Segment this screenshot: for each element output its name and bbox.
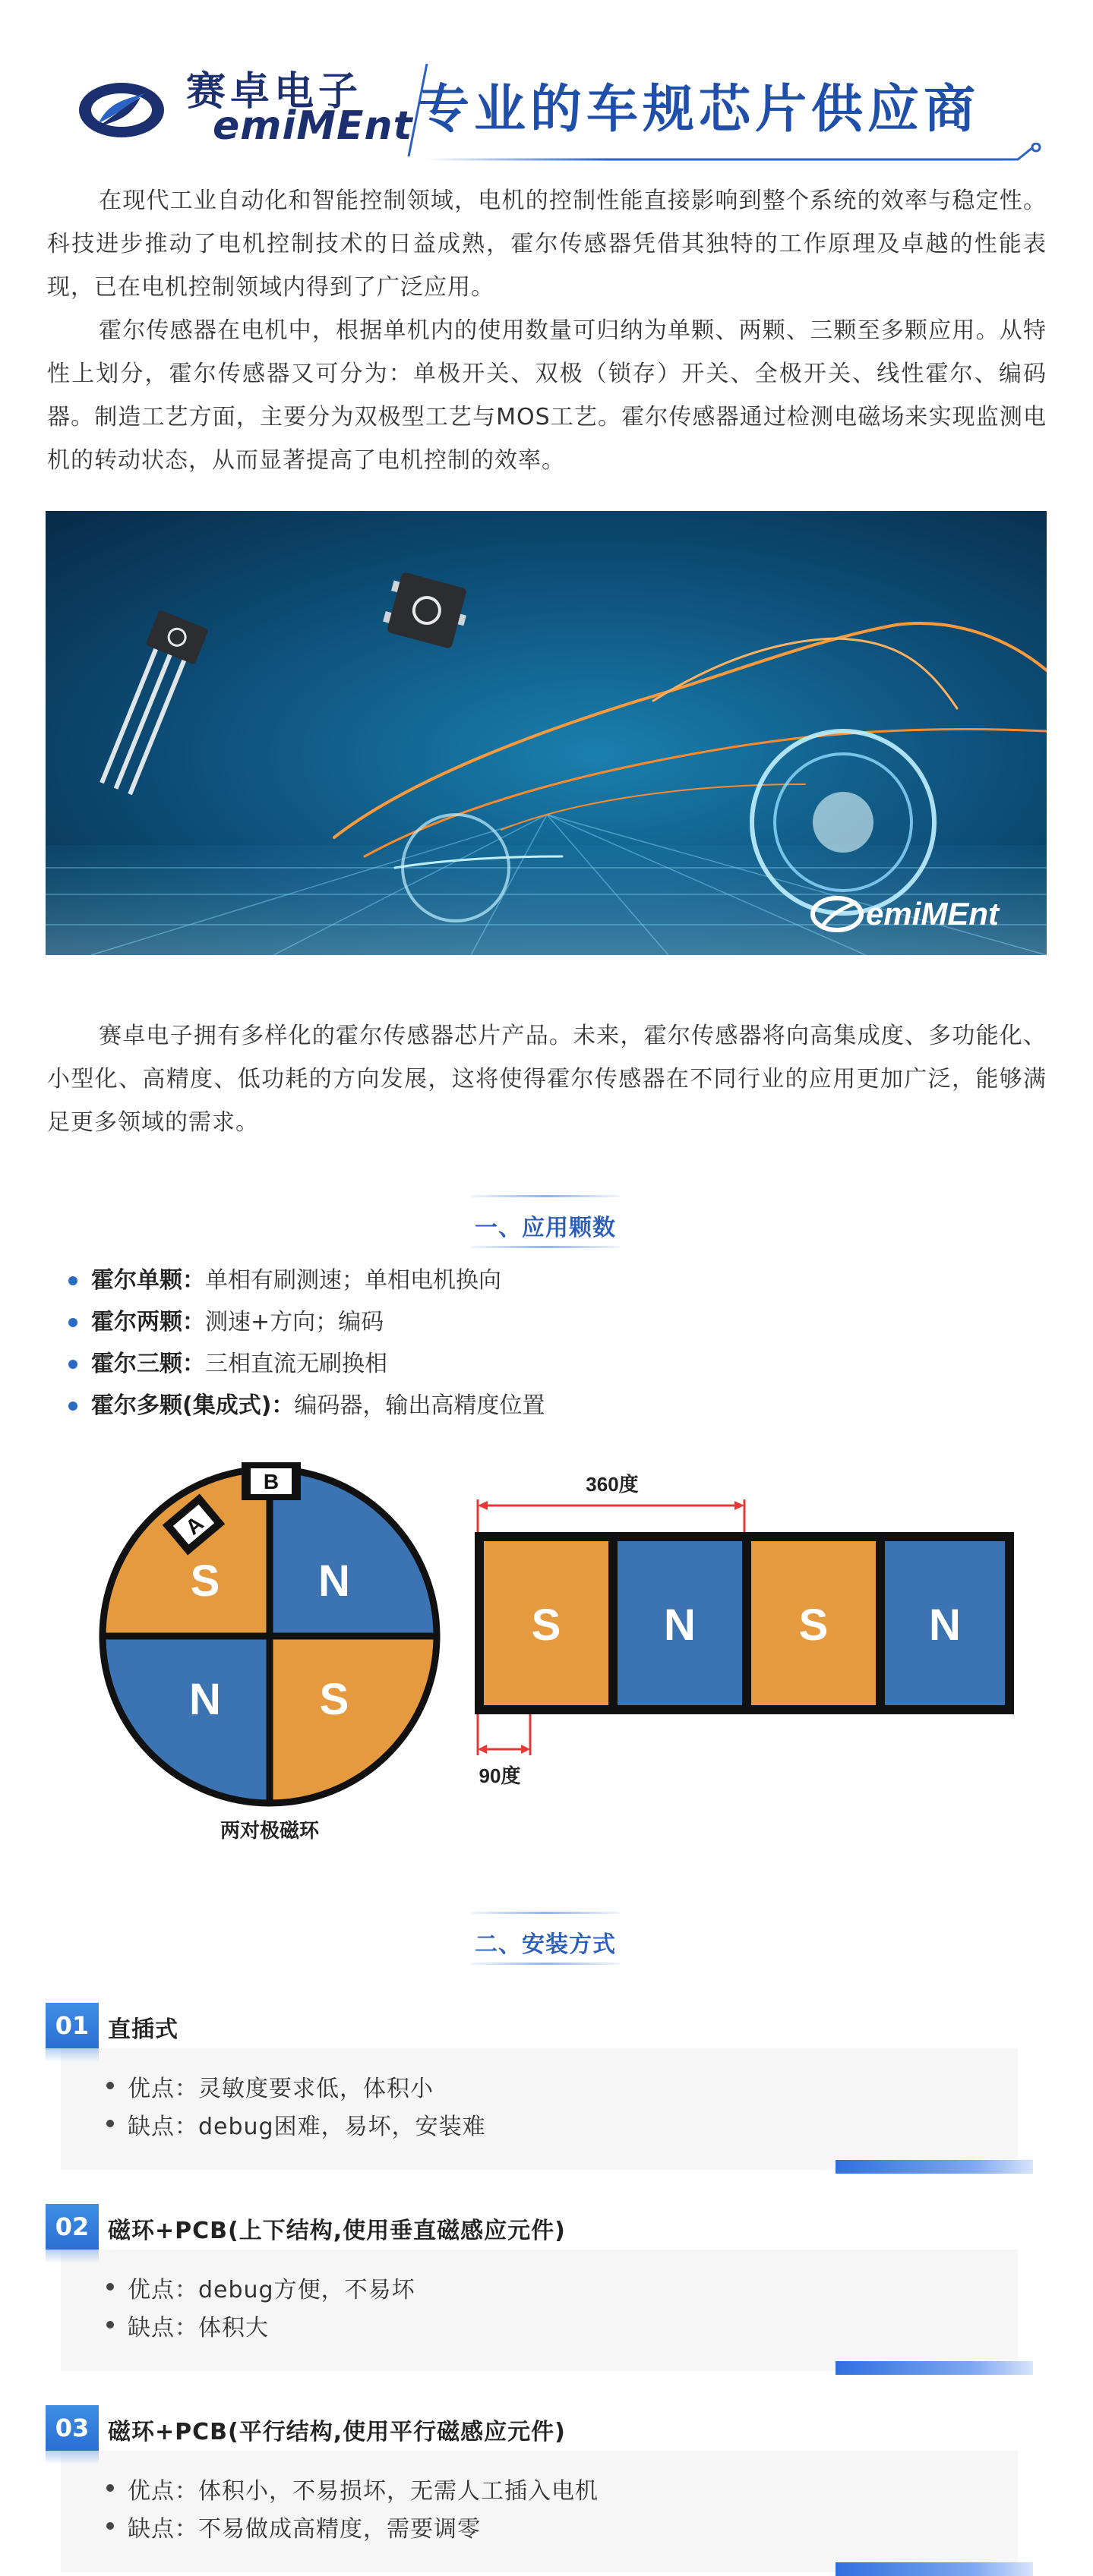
card-number-shadow bbox=[46, 2048, 99, 2062]
ring-caption: 两对极磁环 bbox=[220, 1819, 320, 1842]
ring-pole-label: S bbox=[319, 1675, 349, 1724]
section-heading-text: 一、应用颗数 bbox=[475, 1215, 616, 1241]
dimension-360-label: 360度 bbox=[586, 1473, 639, 1496]
section-heading-application-count bbox=[471, 1195, 620, 1248]
section-heading-installation bbox=[471, 1912, 620, 1965]
heading-bar-top bbox=[471, 1195, 620, 1197]
outlook-paragraph: 赛卓电子拥有多样化的霍尔传感器芯片产品。未来，霍尔传感器将向高集成度、多功能化、小型化、高精度、低功耗的方向发展，这将使得霍尔传感器在不同行业的应用更加广泛，能够满足更多领域的需求。 bbox=[47, 1023, 1047, 1136]
dimension-90 bbox=[478, 1714, 530, 1755]
list-item-title: 霍尔多颗(集成式)： bbox=[91, 1392, 295, 1419]
linear-magnet-strip bbox=[475, 1532, 1014, 1714]
hall-sensor-b bbox=[242, 1462, 301, 1500]
installation-card-1 bbox=[46, 2003, 1033, 2174]
dimension-360 bbox=[478, 1499, 744, 1532]
intro-paragraph-2: 霍尔传感器在电机中，根据单机内的使用数量可归纳为单颗、两颗、三颗至多颗应用。从特性上划分，霍尔传感器又可分为：单极开关、双极（锁存）开关、全极开关、线性霍尔、编码器。制造工艺方面，主要分为双极型工艺与MOS工艺。霍尔传感器通过检测电磁场来实现监测电机的转动状态，从而显著提高了电机控制的效率。 bbox=[47, 317, 1047, 474]
list-item-text: 编码器，输出高精度位置 bbox=[294, 1392, 545, 1419]
ring-pole-label: S bbox=[190, 1556, 220, 1606]
card-pro-text: 优点：灵敏度要求低，体积小 bbox=[128, 2076, 434, 2102]
list-item-title: 霍尔三颗： bbox=[91, 1351, 205, 1377]
installation-card-3 bbox=[46, 2405, 1033, 2576]
list-item bbox=[68, 1306, 980, 1348]
sensor-a-label: A bbox=[181, 1511, 208, 1540]
strip-pole-label: S bbox=[798, 1600, 829, 1650]
card-number-shadow bbox=[46, 2451, 99, 2464]
card-number-badge: 02 bbox=[46, 2204, 99, 2250]
bullet-dot-icon bbox=[68, 1402, 77, 1411]
hall-sensor-car-illustration-icon bbox=[46, 511, 1047, 955]
card-number-badge: 03 bbox=[46, 2405, 99, 2451]
card-pro-text: 优点：体积小，不易损坏，无需人工插入电机 bbox=[128, 2478, 599, 2505]
list-item bbox=[68, 1389, 980, 1431]
ring-pole-label: N bbox=[189, 1675, 221, 1724]
title-underline-icon bbox=[425, 143, 1048, 166]
card-number-shadow bbox=[46, 2250, 99, 2263]
bullet-dot-icon bbox=[106, 2283, 114, 2291]
brand-name-en: emiMEnt bbox=[213, 103, 413, 149]
list-item-text: 单相有刷测速；单相电机换向 bbox=[205, 1267, 501, 1294]
intro-paragraph-1: 在现代工业自动化和智能控制领域，电机的控制性能直接影响到整个系统的效率与稳定性。科技进步推动了电机控制技术的日益成熟，霍尔传感器凭借其独特的工作原理及卓越的性能表现，已在电机控制领域内得到了广泛应用。 bbox=[47, 188, 1047, 301]
list-item-title: 霍尔单颗： bbox=[91, 1267, 205, 1294]
two-pole-pair-ring bbox=[103, 1469, 437, 1803]
bullet-dot-icon bbox=[68, 1318, 77, 1327]
card-number-badge: 01 bbox=[46, 2003, 99, 2048]
list-item-text: 三相直流无刷换相 bbox=[205, 1351, 387, 1377]
page-title: 专业的车规芯片供应商 bbox=[418, 80, 981, 140]
bullet-dot-icon bbox=[106, 2522, 114, 2530]
list-item bbox=[68, 1348, 980, 1389]
page-header bbox=[46, 53, 1048, 159]
list-item-title: 霍尔两颗： bbox=[91, 1309, 205, 1335]
card-title: 磁环+PCB(上下结构,使用垂直磁感应元件) bbox=[108, 2218, 566, 2244]
card-accent-bar bbox=[836, 2160, 1033, 2174]
semiment-logo-icon bbox=[76, 76, 167, 144]
ring-pole-label: N bbox=[318, 1556, 350, 1606]
heading-bar-bottom bbox=[471, 1246, 620, 1248]
heading-bar-bottom bbox=[471, 1963, 620, 1965]
bullet-dot-icon bbox=[106, 2120, 114, 2127]
card-pro bbox=[106, 2271, 415, 2304]
card-con-text: 缺点：不易做成高精度，需要调零 bbox=[128, 2516, 481, 2543]
strip-pole-label: N bbox=[664, 1600, 696, 1650]
dimension-90-label: 90度 bbox=[479, 1764, 521, 1787]
bullet-dot-icon bbox=[106, 2082, 114, 2089]
application-count-list bbox=[68, 1264, 980, 1431]
hero-watermark: emiMEnt bbox=[866, 896, 1000, 932]
bullet-dot-icon bbox=[106, 2484, 114, 2492]
card-con-text: 缺点：体积大 bbox=[128, 2315, 269, 2341]
brand-name-cn: 赛卓电子 bbox=[186, 69, 363, 115]
card-pro-text: 优点：debug方便，不易坏 bbox=[128, 2277, 415, 2303]
card-title: 直插式 bbox=[108, 2016, 178, 2043]
heading-bar-top bbox=[471, 1912, 620, 1914]
bullet-dot-icon bbox=[106, 2321, 114, 2328]
card-con-text: 缺点：debug困难，易坏，安装难 bbox=[128, 2114, 486, 2140]
list-item bbox=[68, 1264, 980, 1306]
strip-pole-label: N bbox=[929, 1600, 961, 1650]
card-con bbox=[106, 2108, 486, 2141]
bullet-dot-icon bbox=[68, 1276, 77, 1285]
card-accent-bar bbox=[836, 2361, 1033, 2375]
card-title: 磁环+PCB(平行结构,使用平行磁感应元件) bbox=[108, 2419, 566, 2445]
magnet-ring-diagram bbox=[91, 1458, 1018, 1852]
card-accent-bar bbox=[836, 2562, 1033, 2576]
installation-card-2 bbox=[46, 2204, 1033, 2375]
card-pro bbox=[106, 2472, 599, 2505]
list-item-text: 测速+方向；编码 bbox=[205, 1309, 384, 1335]
card-con bbox=[106, 2309, 269, 2342]
card-con bbox=[106, 2510, 481, 2543]
section-heading-text: 二、安装方式 bbox=[475, 1931, 616, 1958]
strip-pole-label: S bbox=[531, 1600, 561, 1650]
sensor-b-label: B bbox=[263, 1470, 280, 1493]
card-pro bbox=[106, 2070, 434, 2103]
bullet-dot-icon bbox=[68, 1360, 77, 1369]
hero-image bbox=[46, 511, 1047, 955]
